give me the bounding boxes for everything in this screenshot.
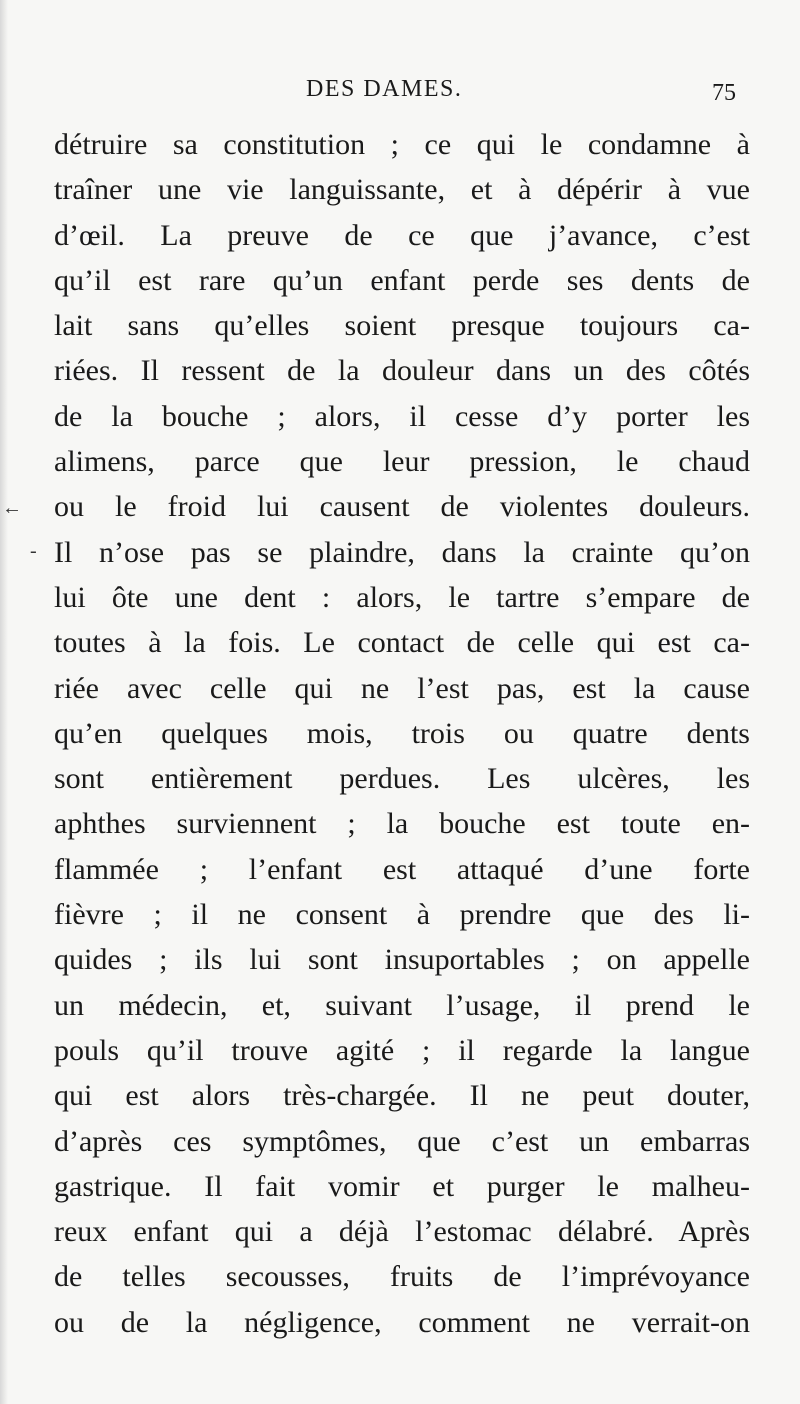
text-line: sont entièrement perdues. Les ulcères, les (54, 762, 750, 796)
text-line: reux enfant qui a déjà l’estomac délabré. Après (54, 1215, 750, 1249)
margin-dash-mark: - (30, 540, 37, 562)
text-line: un médecin, et, suivant l’usage, il prend le (54, 988, 750, 1022)
text-line: pouls qu’il trouve agité ; il regarde la langue (54, 1033, 750, 1067)
body-text (54, 122, 750, 1345)
margin-arrow-mark: ← (2, 497, 22, 519)
text-line: de telles secousses, fruits de l’imprévoyance (54, 1260, 750, 1294)
text-line: aphthes surviennent ; la bouche est toute en- (54, 807, 750, 841)
text-line: toutes à la fois. Le contact de celle qui est ca- (54, 626, 750, 660)
text-line: riée avec celle qui ne l’est pas, est la cause (54, 671, 750, 705)
text-line: qu’il est rare qu’un enfant perde ses dents de (54, 263, 750, 297)
text-line: ou le froid lui causent de violentes douleurs. (54, 490, 750, 524)
text-line: détruire sa constitution ; ce qui le condamne à (54, 128, 750, 161)
text-line: qui est alors très-chargée. Il ne peut douter, (54, 1079, 750, 1113)
text-line: qu’en quelques mois, trois ou quatre dents (54, 716, 750, 750)
page-gutter-shadow (0, 0, 8, 1404)
page-number: 75 (712, 80, 736, 106)
text-line: Il n’ose pas se plaindre, dans la crainte qu’on (54, 535, 750, 569)
text-line: quides ; ils lui sont insuportables ; on appelle (54, 943, 750, 977)
text-line: ou de la négligence, comment ne verrait-on (54, 1305, 750, 1339)
text-line: lait sans qu’elles soient presque toujours ca- (54, 309, 750, 343)
text-line: riées. Il ressent de la douleur dans un des côtés (54, 354, 750, 388)
text-line: gastrique. Il fait vomir et purger le malheu- (54, 1169, 750, 1203)
text-line: lui ôte une dent : alors, le tartre s’empare de (54, 580, 750, 614)
text-line: d’après ces symptômes, que c’est un embarras (54, 1124, 750, 1158)
text-line: flammée ; l’enfant est attaqué d’une forte (54, 852, 750, 886)
text-line: fièvre ; il ne consent à prendre que des li- (54, 898, 750, 932)
text-line: alimens, parce que leur pression, le chaud (54, 445, 750, 479)
running-head: DES DAMES. (306, 76, 463, 102)
text-line: traîner une vie languissante, et à dépérir à vue (54, 173, 750, 207)
text-line: de la bouche ; alors, il cesse d’y porter les (54, 399, 750, 433)
text-line: d’œil. La preuve de ce que j’avance, c’est (54, 218, 750, 252)
